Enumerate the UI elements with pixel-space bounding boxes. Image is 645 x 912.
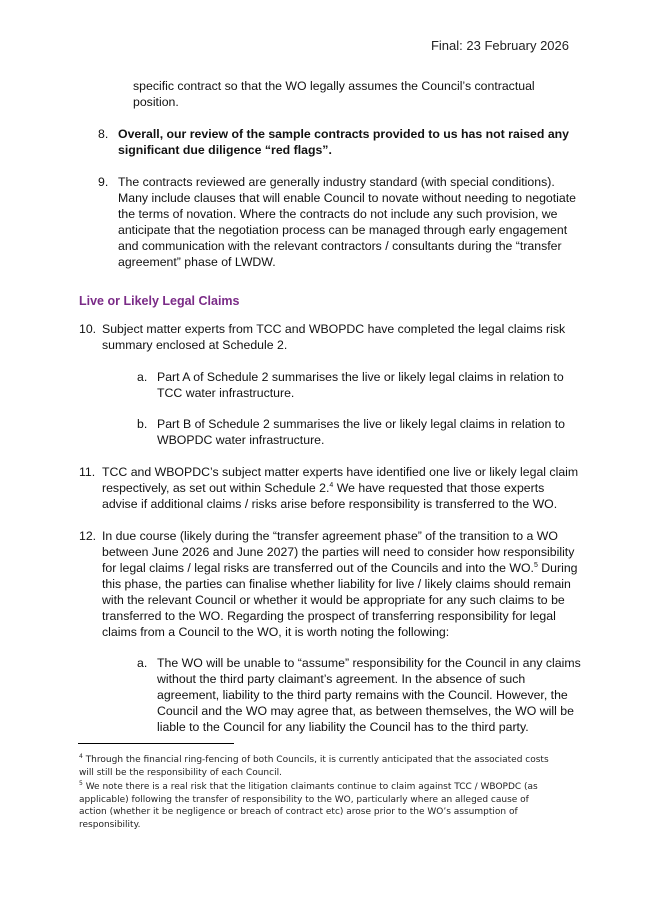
text-line: specific contract so that the WO legally assumes the Council’s contractual xyxy=(133,79,535,93)
text-line: will still be the responsibility of each Council. xyxy=(79,767,282,778)
subitem-label: a. xyxy=(137,656,148,670)
paragraph-12 xyxy=(102,528,578,640)
document-date-header: Final: 23 February 2026 xyxy=(430,38,569,53)
text-line: The WO will be unable to “assume” responsibility for the Council in any claims xyxy=(157,656,581,670)
text-line: claims from a Council to the WO, it is worth noting the following: xyxy=(102,625,450,639)
paragraph-number: 11. xyxy=(79,465,96,479)
paragraph-10b xyxy=(157,416,565,448)
text-line: Part A of Schedule 2 summarises the live or likely legal claims in relation to xyxy=(157,370,564,384)
text-line: In due course (likely during the “transfer agreement phase” of the transition to a WO xyxy=(102,529,558,543)
text-line: advise if additional claims / risks arise before responsibility is transferred to the WO. xyxy=(102,497,558,511)
paragraph-9 xyxy=(118,174,576,270)
text-line: Subject matter experts from TCC and WBOPDC have completed the legal claims risk xyxy=(102,322,566,336)
paragraph-12a xyxy=(157,655,581,735)
text-line: and communication with the relevant contractors / consultants during the “transfer xyxy=(118,239,562,253)
paragraph-number: 12. xyxy=(79,529,97,543)
text-line: for legal claims / legal risks are transferred out of the Councils and into the WO.$^5$ During xyxy=(102,561,578,575)
footnote-divider xyxy=(78,743,234,744)
continuation-paragraph xyxy=(133,78,535,110)
subitem-label: b. xyxy=(137,417,148,431)
text-line: $^4$ Through the financial ring-fencing of both Councils, it is currently anticipated that the associated costs xyxy=(79,753,549,765)
paragraph-11 xyxy=(102,464,578,512)
text-line: this phase, the parties can finalise whether liability for live / likely claims should remain xyxy=(102,577,571,591)
footnote-mark: 5 xyxy=(79,780,83,787)
footnote-4 xyxy=(79,754,549,779)
text-line: without the third party claimant’s agreement. In the absence of such xyxy=(157,672,526,686)
text-line: with the relevant Council or whether it would be appropriate for any such claims to be xyxy=(102,593,565,607)
text-line: $^5$ We note there is a real risk that the litigation claimants continue to claim against TCC / WBOPDC (as xyxy=(79,780,538,792)
text-line: significant due diligence “red flags”. xyxy=(118,143,332,157)
paragraph-10 xyxy=(102,321,565,353)
footnote-5 xyxy=(79,781,538,831)
text-line: TCC water infrastructure. xyxy=(157,386,295,400)
text-line: transferred to the WO. Regarding the prospect of transferring responsibility for legal xyxy=(102,609,556,623)
text-line: Council and the WO may agree that, as between themselves, the WO will be xyxy=(157,704,574,718)
text-line: position. xyxy=(133,95,179,109)
paragraph-8 xyxy=(118,126,569,158)
text-line: applicable) following the transfer of responsibility to the WO, particularly where an alleged cause of xyxy=(79,794,529,805)
section-heading: Live or Likely Legal Claims xyxy=(79,294,240,308)
text-line: The contracts reviewed are generally industry standard (with special conditions). xyxy=(118,175,555,189)
text-line: Overall, our review of the sample contracts provided to us has not raised any xyxy=(118,127,570,141)
text-line: WBOPDC water infrastructure. xyxy=(157,433,325,447)
text-line: action (whether it be negligence or breach of contract etc) arose prior to the WO’s assumption of xyxy=(79,807,518,817)
footnote-ref-4[interactable]: 4 xyxy=(329,481,334,489)
text-line: Part B of Schedule 2 summarises the live or likely legal claims in relation to xyxy=(157,417,566,431)
text-line: Many include clauses that will enable Council to novate without needing to negotiate xyxy=(118,191,577,205)
text-line: the terms of novation. Where the contracts do not include any such provision, we xyxy=(118,207,558,221)
text-line: agreement, liability to the third party remains with the Council. However, the xyxy=(157,688,568,702)
text-line: respectively, as set out within Schedule 2.$^4$ We have requested that those experts xyxy=(102,481,545,495)
text-line: responsibility. xyxy=(79,819,141,830)
paragraph-10a xyxy=(157,369,564,401)
text-line: between June 2026 and June 2027) the parties will need to consider how responsibility xyxy=(102,545,575,559)
text-line: anticipate that the negotiation process can be managed through early engagement xyxy=(118,223,568,237)
paragraph-number: 10. xyxy=(79,322,97,336)
subitem-label: a. xyxy=(137,370,148,384)
text-line: liable to the Council for any liability the Council has to the third party. xyxy=(157,720,529,734)
footnote-ref-5[interactable]: 5 xyxy=(533,561,538,569)
text-line: TCC and WBOPDC’s subject matter experts have identified one live or likely legal claim xyxy=(102,465,579,479)
paragraph-number: 8. xyxy=(98,127,109,141)
footnote-mark: 4 xyxy=(79,753,83,760)
text-line: agreement” phase of LWDW. xyxy=(118,255,276,269)
text-line: summary enclosed at Schedule 2. xyxy=(102,338,288,352)
paragraph-number: 9. xyxy=(98,175,109,189)
